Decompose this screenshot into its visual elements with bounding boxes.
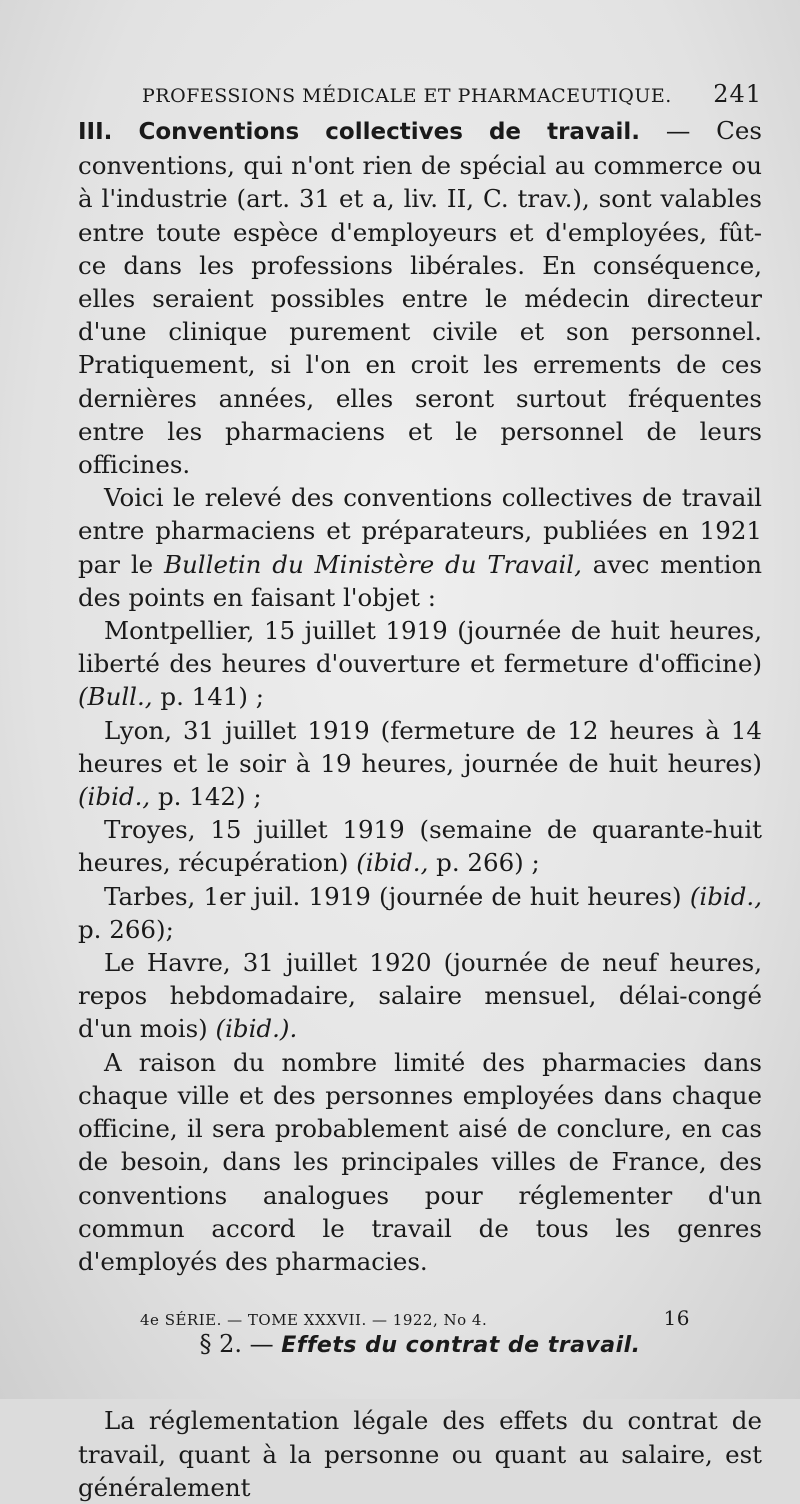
running-header [78,80,762,108]
paragraph-releve [78,481,762,614]
subsection-heading [78,1328,762,1362]
subsection-title: Effets du contrat de travail. [281,1333,641,1359]
convention-entry [78,880,762,946]
entry-tail: p. 266); [78,914,174,944]
entry-text: Tarbes, 1er juil. 1919 (journée de huit heures) [104,881,690,911]
paragraph-text: — Ces conventions, qui n'ont rien de spécial au commerce ou à l'industrie (art. 31 et a, liv. II, C. trav.), sont valables entre toute espèce d'employeurs et d'employées, fût-ce dans les professions libérales. En conséquence, elles seraient possibles entre le médecin directeur d'une clinique purement civile et son personnel. Pratiquement, si l'on en croit les errements de ces dernières années, elles seront surtout fréquentes entre les pharmaciens et le personnel de leurs officines. [78,116,762,480]
entry-reference: (ibid., [689,881,762,911]
paragraph-text: Voici le relevé des conventions collectives de travail entre pharmaciens et préparateurs, publiées en 1921 par le [78,483,762,579]
series-signature: 4e SÉRIE. — TOME XXXVII. — 1922, No 4. [140,1311,488,1329]
subsection-number: § 2. — [199,1330,274,1359]
entry-tail: p. 141) ; [152,682,265,712]
entry-text: Montpellier, 15 juillet 1919 (journée de huit heures, liberté des heures d'ouverture et fermeture d'officine) [78,616,762,679]
convention-entry [78,614,762,714]
convention-entry [78,946,762,1046]
entry-tail: p. 142) ; [150,782,262,812]
paragraph-text: avec mention des points en faisant l'objet : [78,549,762,612]
section-heading: III. Conventions collectives de travail. [78,119,640,145]
entry-text: Troyes, 15 juillet 1919 (semaine de quarante-huit heures, récupération) [78,815,762,878]
entry-reference: (ibid., [78,782,151,812]
bulletin-title: Bulletin du Ministère du Travail, [164,549,582,579]
sheet-number: 16 [663,1306,690,1330]
entry-reference: (Bull., [78,682,153,712]
convention-entry [78,813,762,879]
convention-entry [78,714,762,814]
entry-text: Le Havre, 31 juillet 1920 (journée de neuf heures, repos hebdomadaire, salaire mensuel, délai-congé d'un mois) [78,948,762,1044]
page-number: 241 [713,80,762,108]
main-text [78,114,762,1504]
entry-tail: p. 266) ; [428,848,540,878]
paragraph-conventions [78,114,762,481]
running-title: PROFESSIONS MÉDICALE ET PHARMACEUTIQUE. [142,85,672,107]
paragraph-conclusion: A raison du nombre limité des pharmacies dans chaque ville et des personnes employées dans chaque officine, il sera probablement aisé de conclure, en cas de besoin, dans les principales villes de France, des conventions analogues pour réglementer d'un commun accord le travail de tous les genres d'employés des pharmacies. [78,1047,762,1276]
entry-text: Lyon, 31 juillet 1919 (fermeture de 12 heures à 14 heures et le soir à 19 heures, journée de huit heures) [78,715,762,778]
entry-reference: (ibid.). [215,1014,298,1044]
page-footer [140,1306,690,1330]
entry-reference: (ibid., [356,848,429,878]
paragraph-closing: La réglementation légale des effets du contrat de travail, quant à la personne ou quant au salaire, est généralement [78,1406,762,1502]
